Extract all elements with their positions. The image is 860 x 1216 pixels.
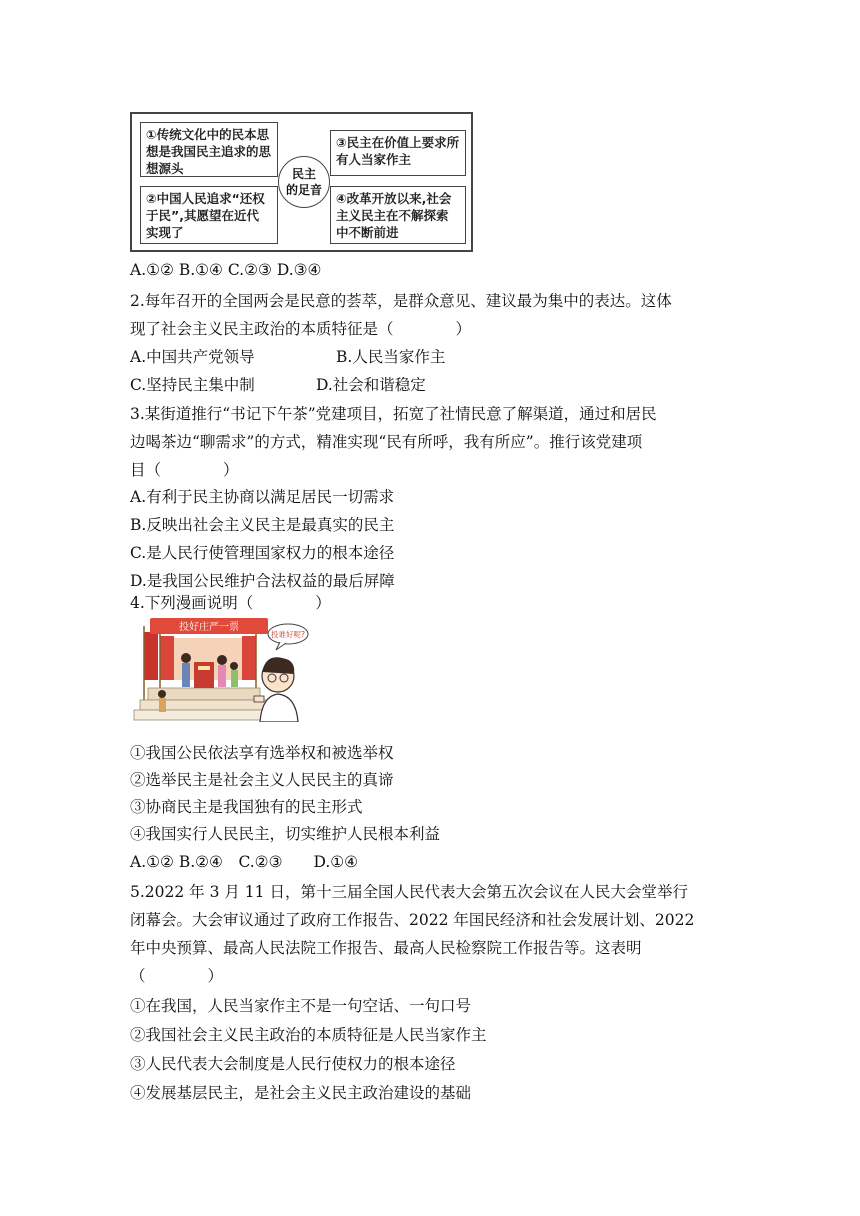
diagram-box-2-line: 实现了	[146, 225, 184, 240]
q4-item-4: ④我国实行人民民主，切实维护人民根本利益	[130, 825, 441, 843]
q3-stem-line: 目（ ）	[130, 461, 239, 479]
q5-item-1: ①在我国，人民当家作主不是一句空话、一句口号	[130, 997, 472, 1015]
q2-options-row-1	[130, 345, 445, 369]
q3-stem-line: 3.某街道推行“书记下午茶”党建项目，拓宽了社情民意了解渠道，通过和居民	[130, 405, 657, 423]
q2-stem-line: 2.每年召开的全国两会是民意的荟萃，是群众意见、建议最为集中的表达。这体	[130, 292, 672, 310]
voting-cartoon	[130, 614, 310, 722]
diagram-center-line: 的足音	[285, 183, 322, 197]
q4-options: A.①② B.②④ C.②③ D.①④	[130, 853, 359, 871]
diagram-box-2-line: ②中国人民追求“还权	[146, 191, 265, 206]
q3-option-a: A.有利于民主协商以满足居民一切需求	[130, 488, 395, 506]
diagram-center-line: 民主	[291, 167, 316, 181]
q4-item-1: ①我国公民依法享有选举权和被选举权	[130, 744, 394, 762]
diagram-box-2-line: 于民”,其愿望在近代	[146, 208, 259, 223]
q2-option-d: D.社会和谐稳定	[316, 376, 426, 394]
q2-options-row-2	[130, 373, 426, 397]
q4-stem: 4.下列漫画说明（ ）	[130, 594, 331, 612]
diagram-box-1	[140, 122, 278, 177]
diagram-box-3	[330, 130, 466, 176]
q2-option-c: C.坚持民主集中制	[130, 376, 255, 394]
q3-option-d: D.是我国公民维护合法权益的最后屏障	[130, 572, 395, 590]
diagram-box-1-line: 想源头	[146, 161, 184, 176]
q5-stem-line: 年中央预算、最高人民法院工作报告、最高人民检察院工作报告等。这表明	[130, 939, 642, 957]
cartoon-bubble-text: 投谁好呢?	[271, 630, 305, 639]
q4-item-2: ②选举民主是社会主义人民民主的真谛	[130, 771, 394, 789]
diagram-box-1-line: 想是我国民主追求的思	[146, 144, 272, 159]
q2-stem-line: 现了社会主义民主政治的本质特征是（ ）	[130, 320, 472, 338]
q2-option-b: B.人民当家作主	[336, 348, 446, 366]
q4-item-3: ③协商民主是我国独有的民主形式	[130, 798, 363, 816]
q5-item-3: ③人民代表大会制度是人民行使权力的根本途径	[130, 1055, 456, 1073]
diagram-box-1-line: ①传统文化中的民本思	[146, 127, 270, 142]
q5-item-4: ④发展基层民主，是社会主义民主政治建设的基础	[130, 1084, 472, 1102]
q3-option-c: C.是人民行使管理国家权力的根本途径	[130, 544, 395, 562]
q2-option-a: A.中国共产党领导	[130, 348, 255, 366]
cartoon-banner-text: 投好庄严一票	[179, 622, 239, 633]
diagram-box-4-line: ④改革开放以来,社会	[336, 191, 452, 206]
q3-stem-line: 边喝茶边“聊需求”的方式，精准实现“民有所呼，我有所应”。推行该党建项	[130, 433, 643, 451]
q5-item-2: ②我国社会主义民主政治的本质特征是人民当家作主	[130, 1026, 487, 1044]
q5-stem-line: （ ）	[130, 967, 224, 985]
diagram-box-4-line: 中不断前进	[336, 225, 399, 240]
q5-stem-line: 闭幕会。大会审议通过了政府工作报告、2022 年国民经济和社会发展计划、2022	[130, 911, 695, 929]
diagram-box-3-line: ③民主在价值上要求所	[336, 135, 460, 150]
q1-options: A.①② B.①④ C.②③ D.③④	[130, 261, 322, 279]
democracy-diagram	[130, 112, 473, 252]
diagram-box-4-line: 主义民主在不解探索	[336, 208, 449, 223]
q5-stem-line: 5.2022 年 3 月 11 日，第十三届全国人民代表大会第五次会议在人民大会堂举行	[130, 883, 688, 901]
q3-option-b: B.反映出社会主义民主是最真实的民主	[130, 516, 395, 534]
diagram-box-4	[330, 186, 466, 244]
diagram-center-circle	[278, 156, 330, 208]
diagram-box-3-line: 有人当家作主	[336, 152, 412, 167]
diagram-box-2	[140, 186, 278, 244]
